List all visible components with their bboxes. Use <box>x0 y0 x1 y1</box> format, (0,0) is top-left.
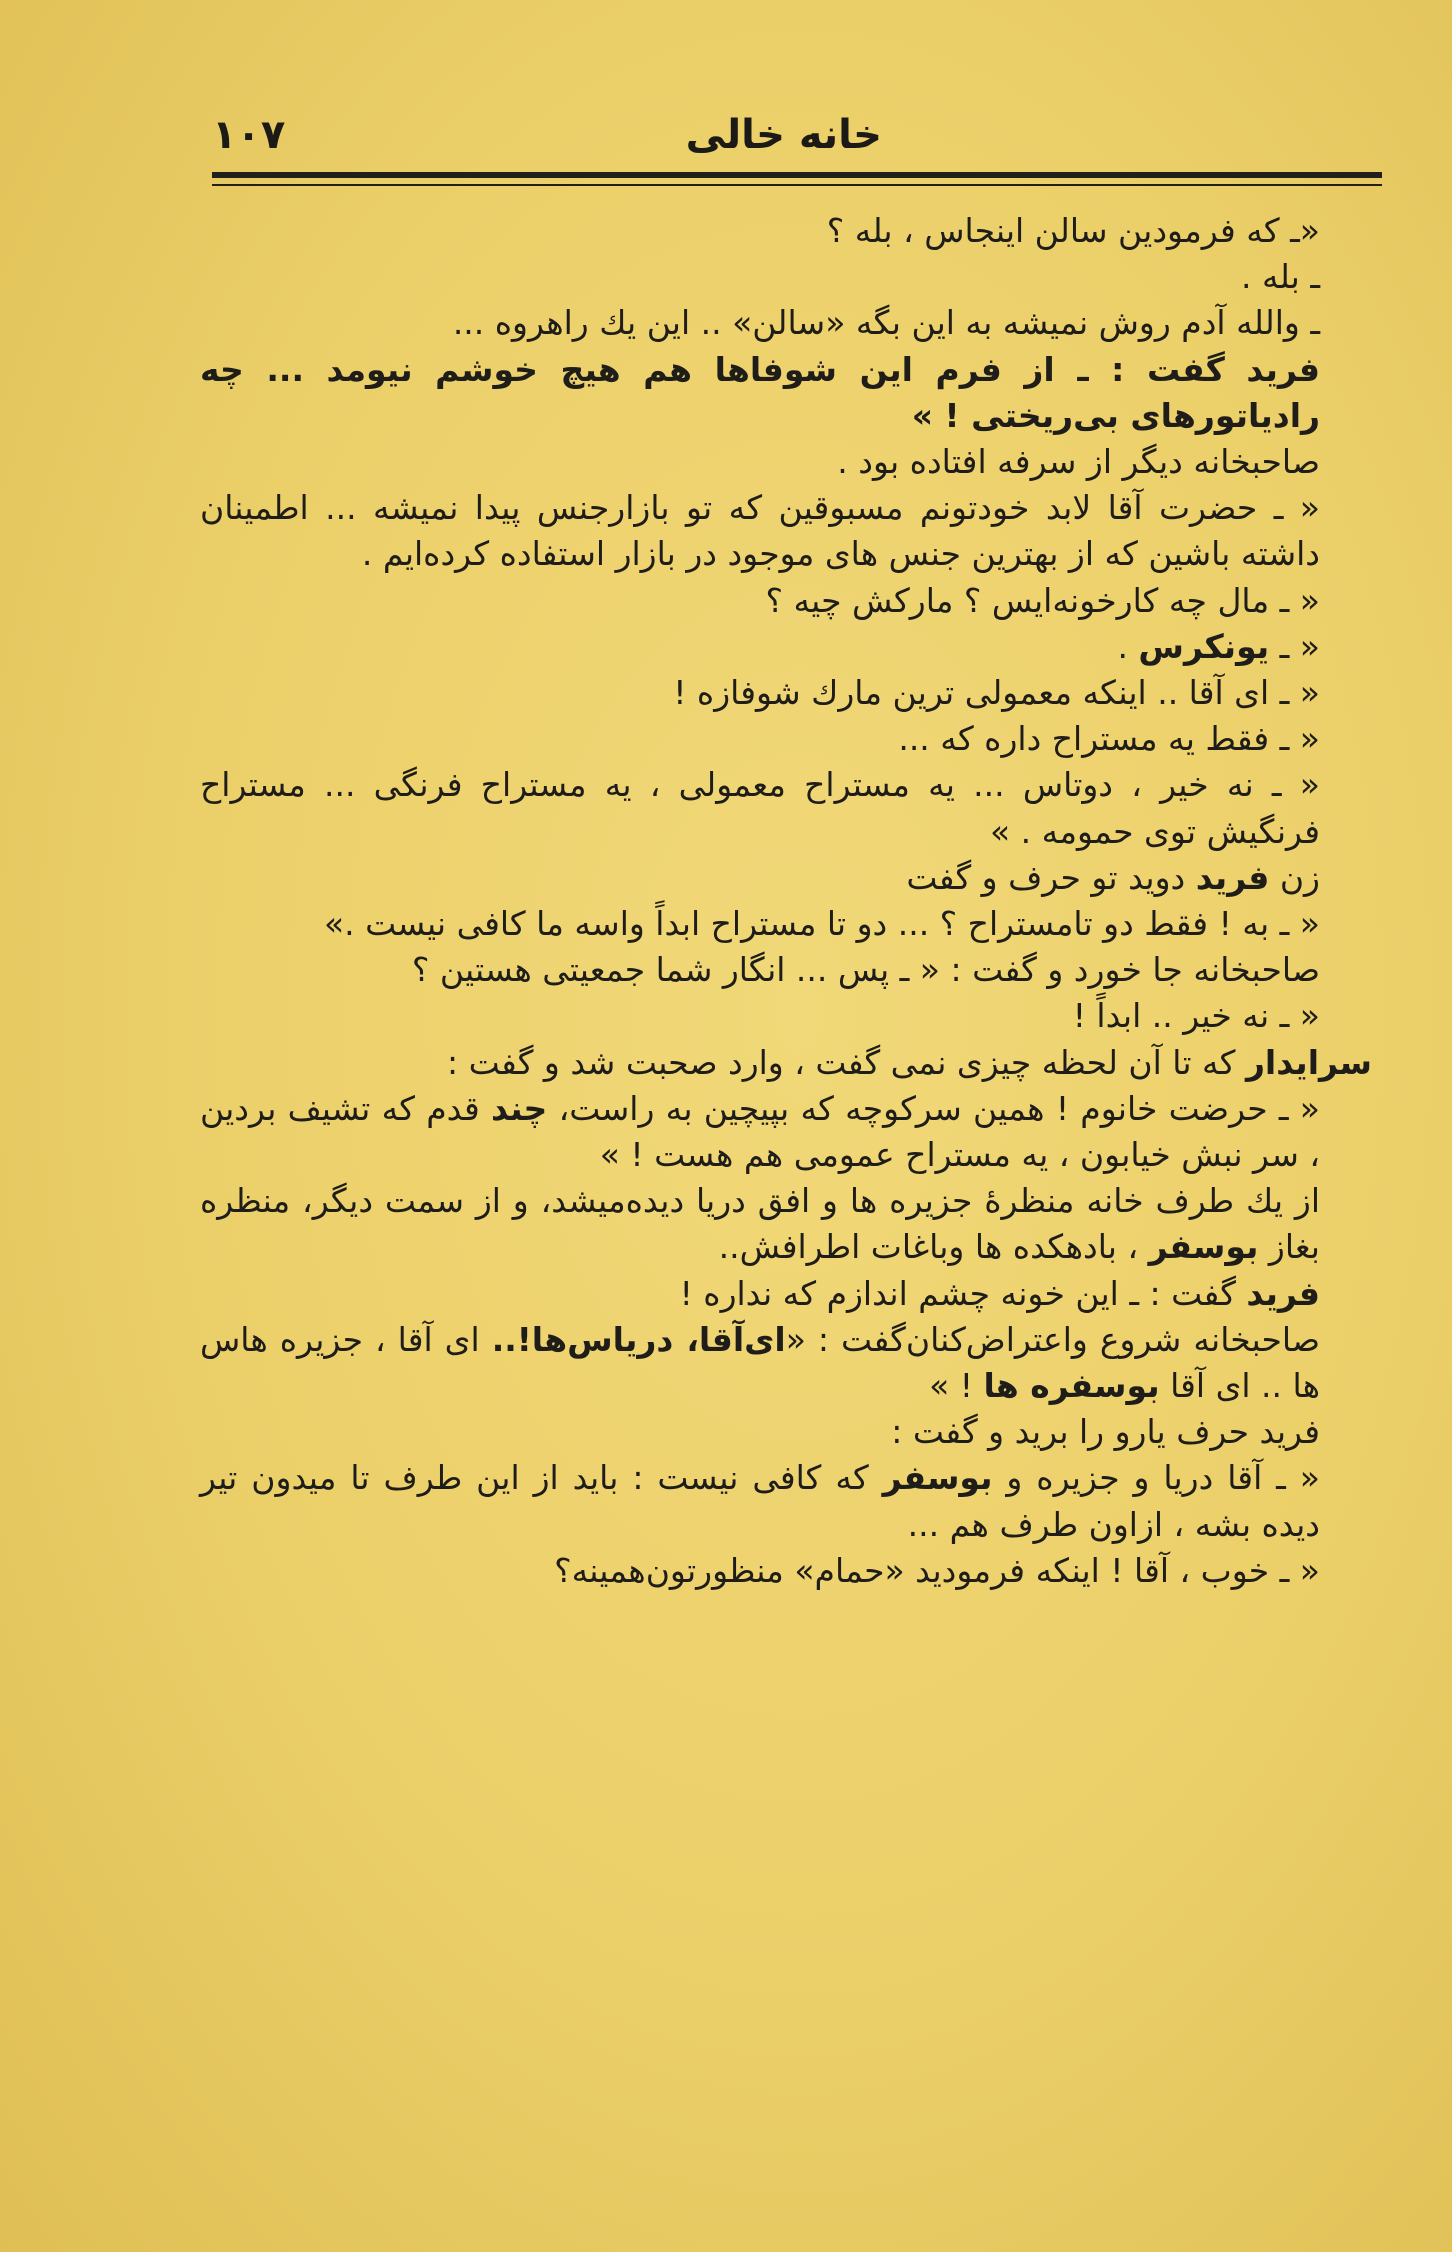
paragraph-text: که تا آن لحظه چیزی نمی گفت ، وارد صحبت شد و گفت : <box>447 1042 1246 1082</box>
paragraph: « ـ ای آقا .. اینکه معمولی ترین مارك شوفازه ! <box>673 673 1320 713</box>
paragraph-text: قدم که تشیف بردین ، سر نبش خیابون ، یه مستراح عمومی هم هست ! » <box>200 1088 1320 1175</box>
paragraph: «ـ که فرمودین سالن اینجاس ، بله ؟ <box>826 211 1320 250</box>
paragraph-text: « ـ آقا دریا و جزیره و <box>992 1458 1320 1498</box>
header-rule-thin <box>212 184 1382 186</box>
paragraph-text: « ـ <box>1269 626 1320 666</box>
paragraph-text: که کافی نیست : باید از این طرف تا میدون تیر دیده بشه ، ازاون طرف هم ... <box>200 1458 1320 1544</box>
paragraph <box>200 1086 1372 1178</box>
paragraph-text: ای آقا ، جزیره هاس ها .. ای آقا <box>200 1319 1320 1406</box>
paragraph <box>200 1271 1372 1317</box>
bold-place: بوسفر <box>1148 1227 1259 1267</box>
body-text <box>200 208 1372 1594</box>
paragraph-text: گفت : ـ از فرم این شوفاها هم هیچ خوشم نیومد ... چه رادیاتورهای بی‌ریختی ! » <box>200 349 1320 435</box>
bold-name: فرید <box>1246 349 1320 389</box>
bold-name: فرید <box>1246 1273 1320 1313</box>
paragraph <box>200 855 1372 901</box>
paragraph <box>200 347 1372 439</box>
paragraph: ـ بله . <box>1241 257 1320 297</box>
paragraph: « ـ فقط یه مستراح داره که ... <box>898 719 1320 759</box>
bold-quote: ای‌آقا، دریاس‌ها!.. <box>491 1319 786 1359</box>
paragraph: « ـ خوب ، آقا ! اینکه فرمودید «حمام» منظورتون‌همینه؟ <box>554 1550 1320 1590</box>
paragraph: ـ والله آدم روش نمیشه به این بگه «سالن» .. این یك راهروه ... <box>452 303 1320 343</box>
paragraph: « ـ به ! فقط دو تامستراح ؟ ... دو تا مستراح ابداً واسه ما کافی نیست .» <box>323 904 1320 944</box>
paragraph-text: گفت : ـ این خونه چشم اندازم که نداره ! <box>679 1273 1247 1313</box>
paragraph-text: صاحبخانه شروع واعتراض‌کنان‌گفت : « <box>785 1319 1320 1359</box>
paragraph: « ـ نه خیر .. ابداً ! <box>1072 996 1320 1036</box>
paragraph: صاحبخانه دیگر از سرفه افتاده بود . <box>837 442 1320 482</box>
paragraph-text: زن <box>1269 857 1320 897</box>
paragraph <box>200 1455 1372 1547</box>
paragraph: « ـ حضرت آقا لابد خودتونم مسبوقین که تو بازارجنس پیدا نمیشه ... اطمینان داشته باشین که از بهترین جنس های موجود در بازار استفاده کرده‌ایم . <box>200 488 1320 574</box>
paragraph-text: ! » <box>929 1366 984 1406</box>
paragraph-text: از یك طرف خانه منظرهٔ جزیره ها و افق دریا دیده‌میشد، و از سمت دیگر، منظره بغاز <box>200 1181 1320 1267</box>
paragraph <box>200 1178 1372 1270</box>
page-header <box>212 108 1382 178</box>
paragraph-text: دوید تو حرف و گفت <box>906 857 1196 897</box>
paragraph: « ـ نه خیر ، دوتاس ... یه مستراح معمولی ، یه مستراح فرنگی ... مستراح فرنگیش توی حمومه . » <box>200 765 1320 851</box>
bold-word: چند <box>491 1088 548 1128</box>
paragraph-text: ، بادهکده ها وباغات اطرافش.. <box>718 1227 1149 1267</box>
bold-brand: یونکرس <box>1138 626 1270 666</box>
page-number: ۱۰۷ <box>212 112 286 158</box>
paragraph <box>200 1040 1372 1086</box>
paragraph: فرید حرف یارو را برید و گفت : <box>891 1412 1320 1452</box>
paragraph-text: . <box>1117 626 1139 666</box>
running-title: خانه خالی <box>685 112 882 158</box>
paragraph <box>200 624 1372 670</box>
paragraph: صاحبخانه جا خورد و گفت : « ـ پس ... انگار شما جمعیتی هستین ؟ <box>411 950 1320 990</box>
header-rule-thick <box>212 172 1382 178</box>
bold-name: فرید <box>1195 857 1270 897</box>
bold-place: بوسفر <box>882 1458 993 1498</box>
bold-place: بوسفره ها <box>983 1366 1160 1406</box>
bold-name: سرایدار <box>1245 1042 1372 1082</box>
paragraph <box>200 1317 1372 1409</box>
paragraph-text: « ـ حرضت خانوم ! همین سرکوچه که بپیچین به راست، <box>547 1088 1320 1128</box>
paragraph: « ـ مال چه کارخونه‌ایس ؟ مارکش چیه ؟ <box>765 580 1320 620</box>
